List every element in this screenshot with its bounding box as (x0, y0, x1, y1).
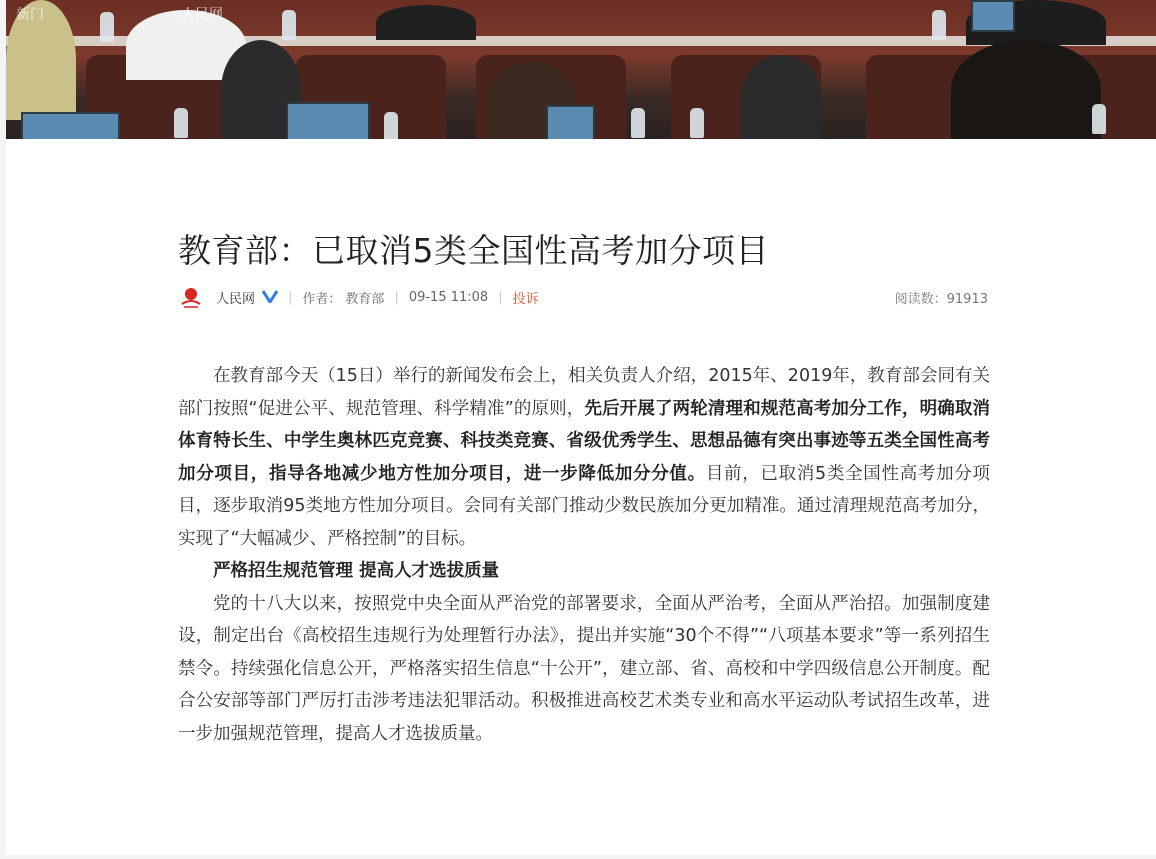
article-meta (178, 282, 988, 312)
complain-link[interactable]: 投诉 (512, 291, 539, 307)
people-daily-logo-icon[interactable] (178, 284, 204, 310)
hero-bottle (174, 108, 188, 138)
hero-caption: 新门 (16, 7, 44, 23)
paragraph-1-bold: 先后开展了两轮清理和规范高考加分工作，明确取消体育特长生、中学生奥林匹克竞赛、科技类竞赛、省级优秀学生、思想品德有突出事迹等五类全国性高考加分项目，指导各地减少地方性加分项目，进一步降低加分分值。 (178, 398, 990, 484)
hero-bottle (631, 108, 645, 138)
hero-person (951, 40, 1101, 139)
verified-icon (262, 288, 278, 307)
meta-divider: | (394, 289, 399, 305)
hero-laptop (21, 112, 120, 139)
author-label: 作者： (302, 291, 342, 307)
publish-time: 09-15 11:08 (408, 289, 489, 305)
read-count (895, 288, 988, 307)
paragraph-1-text-c: 目前，已取消5类全国性高考加分项目，逐步取消95类地方性加分项目。会同有关部门推动少数民族加分更加精准。通过清理规范高考加分，实现了“大幅减少、严格控制”的目标。 (178, 463, 990, 549)
hero-bottle (282, 10, 296, 40)
author-name: 教育部 (345, 291, 385, 307)
article-title: 教育部：已取消5类全国性高考加分项目 (178, 231, 769, 270)
hero-laptop (546, 105, 595, 139)
meta-divider: | (288, 289, 293, 305)
hero-photo (6, 0, 1156, 139)
source-name[interactable]: 人民网 (216, 291, 256, 307)
section-subheading: 严格招生规范管理 提高人才选拔质量 (213, 561, 500, 581)
paragraph-2: 党的十八大以来，按照党中央全面从严治党的部署要求，全面从严治考，全面从严治招。加强制度建设，制定出台《高校招生违规行为处理暂行办法》，提出并实施“30个不得”“八项基本要求”等一系列招生禁令。持续强化信息公开，严格落实招生信息“十公开”，建立部、省、高校和中学四级信息公开制度。配合公安部等部门严厉打击涉考违法犯罪活动。积极推进高校艺术类专业和高水平运动队考试招生改革，进一步加强规范管理，提高人才选拔质量。 (178, 593, 990, 744)
hero-person (376, 5, 476, 40)
hero-laptop (286, 102, 370, 139)
hero-bottle (690, 108, 704, 138)
hero-bottle (100, 12, 114, 42)
read-count-label: 阅读数： (894, 291, 947, 307)
hero-laptop (971, 0, 1015, 32)
hero-caption-2: 人民网 (181, 7, 223, 23)
meta-divider: | (498, 289, 503, 305)
hero-bottle (384, 112, 398, 139)
read-count-value: 91913 (946, 291, 988, 307)
paragraph-1 (178, 360, 990, 555)
article-body (178, 360, 990, 750)
article-card (6, 139, 1156, 855)
hero-bottle (1092, 104, 1106, 134)
hero-person (741, 55, 821, 139)
hero-bottle (932, 10, 946, 40)
paragraph-1-text-a: 在教育部今天（15日）举行的新闻发布会上，相关负责人介绍，2015年、2019年，教育部会同有关部门按照“促进公平、规范管理、科学精准”的原则， (178, 366, 990, 419)
